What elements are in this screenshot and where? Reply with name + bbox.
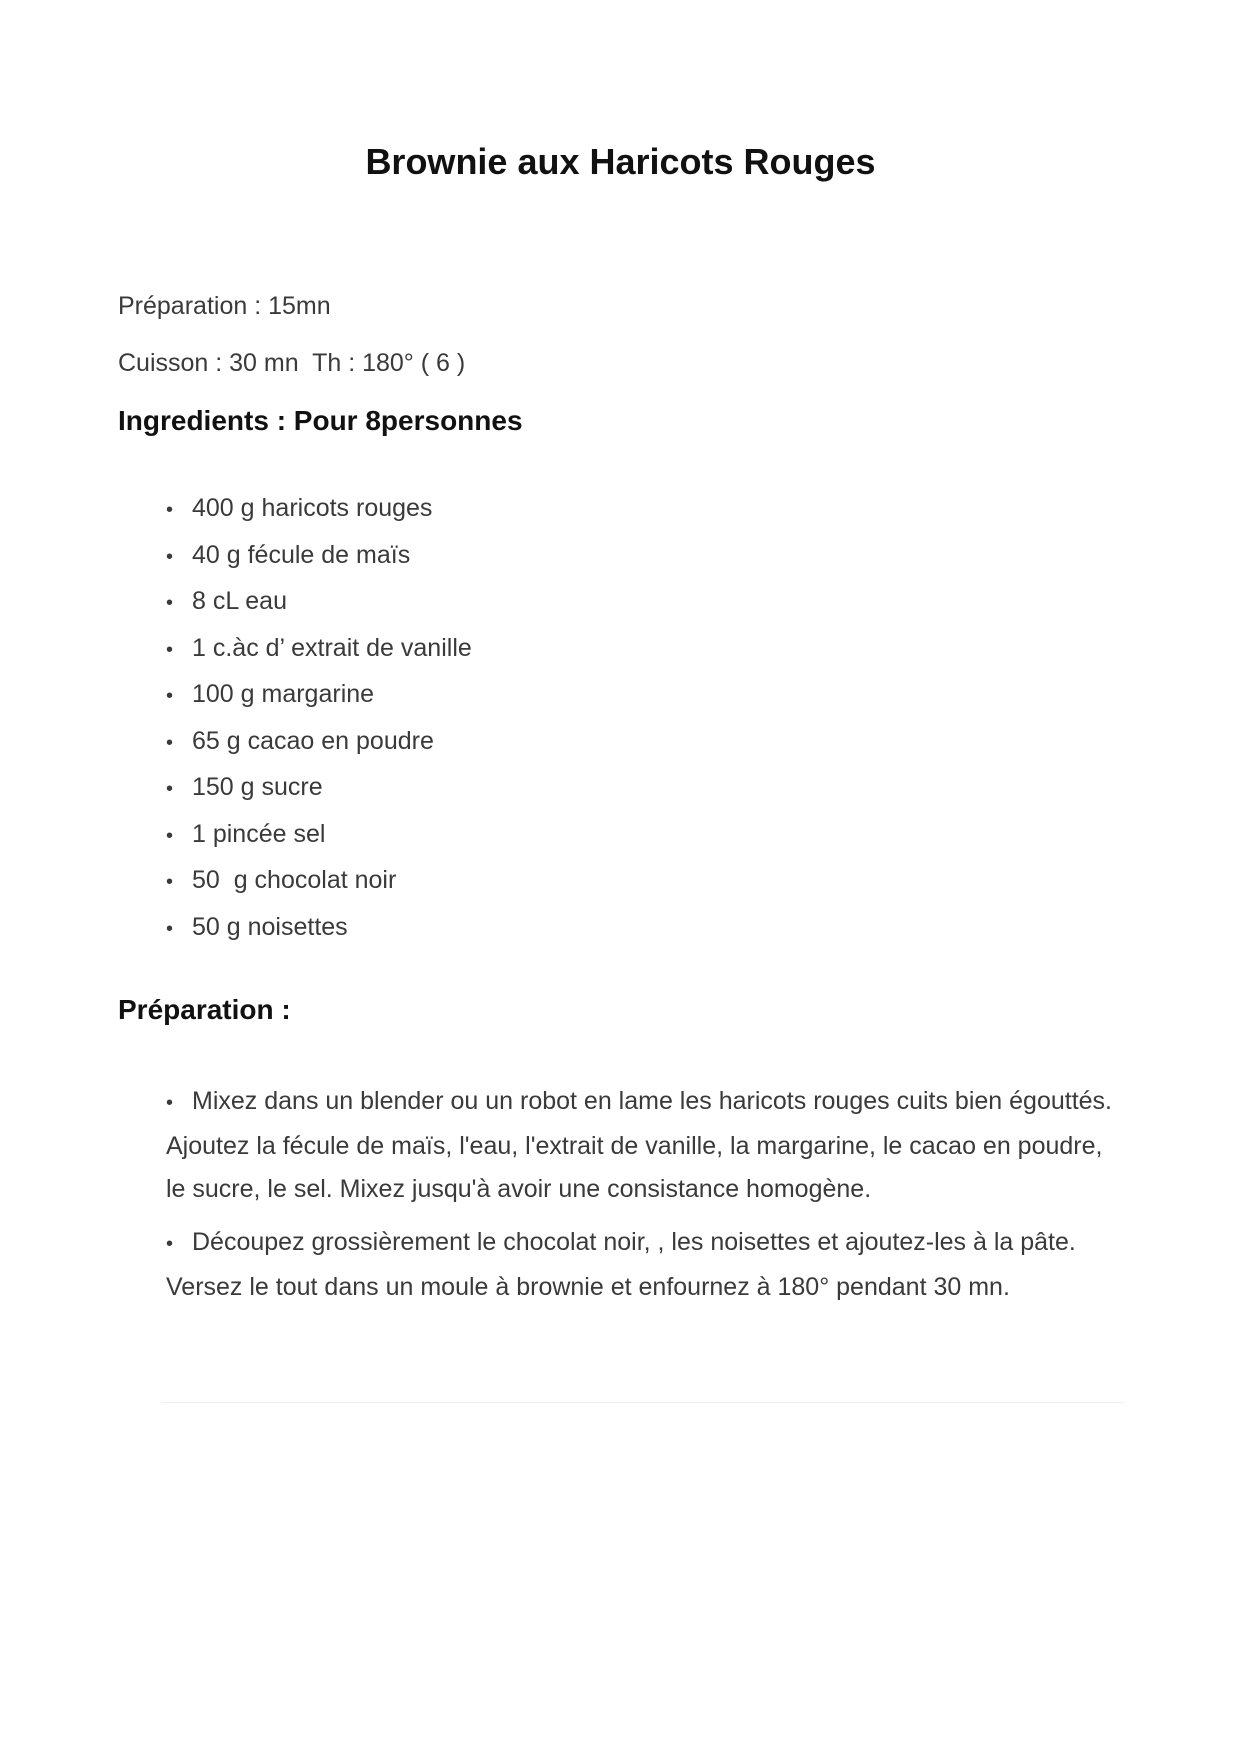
bullet-icon: • — [166, 545, 174, 568]
list-item — [166, 818, 472, 865]
step-text: Découpez grossièrement le chocolat noir, , les noisettes et ajoutez-les à la pâte. Versez le tout dans un moule à brownie et enfournez à 180° pendant 30 mn. — [166, 1228, 1076, 1301]
bullet-icon: • — [166, 638, 174, 661]
ingredient-text: 50 g chocolat noir — [192, 866, 397, 894]
list-item — [166, 1221, 1126, 1309]
bullet-icon: • — [166, 685, 174, 707]
bullet-icon: • — [166, 824, 174, 847]
cooking-time: Cuisson : 30 mn Th : 180° ( 6 ) — [118, 349, 466, 377]
list-item — [166, 725, 472, 772]
list-item — [166, 632, 472, 679]
ingredient-text: 100 g margarine — [192, 680, 375, 708]
ingredients-list — [166, 492, 472, 957]
step-text: Mixez dans un blender ou un robot en lame les haricots rouges cuits bien égouttés. Ajoutez la fécule de maïs, l'eau, l'extrait de vanille, la margarine, le cacao en poudre, le sucre, le sel. Mixez jusqu'à avoir une consistance homogène. — [166, 1087, 1112, 1203]
list-item — [166, 1080, 1126, 1211]
preparation-heading: Préparation : — [118, 994, 291, 1025]
list-item — [166, 911, 472, 958]
ingredient-text: 1 pincée sel — [192, 819, 326, 848]
list-item — [166, 864, 472, 911]
page-title: Brownie aux Haricots Rouges — [365, 141, 876, 182]
bullet-icon: • — [166, 731, 174, 754]
ingredient-text: 40 g fécule de maïs — [192, 540, 411, 569]
ingredient-text: 65 g cacao en poudre — [192, 726, 434, 755]
divider — [162, 1402, 1124, 1403]
ingredients-heading: Ingredients : Pour 8personnes — [118, 405, 523, 436]
list-item — [166, 678, 472, 725]
ingredient-text: 400 g haricots rouges — [192, 494, 433, 522]
list-item — [166, 539, 472, 586]
bullet-icon: • — [166, 499, 174, 521]
ingredient-text: 150 g sucre — [192, 773, 323, 801]
list-item — [166, 771, 472, 818]
list-item — [166, 585, 472, 632]
bullet-icon: • — [166, 917, 174, 940]
bullet-icon: • — [166, 592, 174, 614]
bullet-icon: • — [166, 871, 174, 893]
bullet-icon: • — [166, 1092, 174, 1114]
bullet-icon: • — [166, 778, 174, 800]
ingredient-text: 1 c.àc d’ extrait de vanille — [192, 633, 472, 662]
bullet-icon: • — [166, 1233, 174, 1255]
preparation-time: Préparation : 15mn — [118, 292, 331, 320]
ingredient-text: 50 g noisettes — [192, 912, 348, 941]
ingredient-text: 8 cL eau — [192, 587, 287, 615]
preparation-steps — [166, 1080, 1126, 1319]
list-item — [166, 492, 472, 539]
